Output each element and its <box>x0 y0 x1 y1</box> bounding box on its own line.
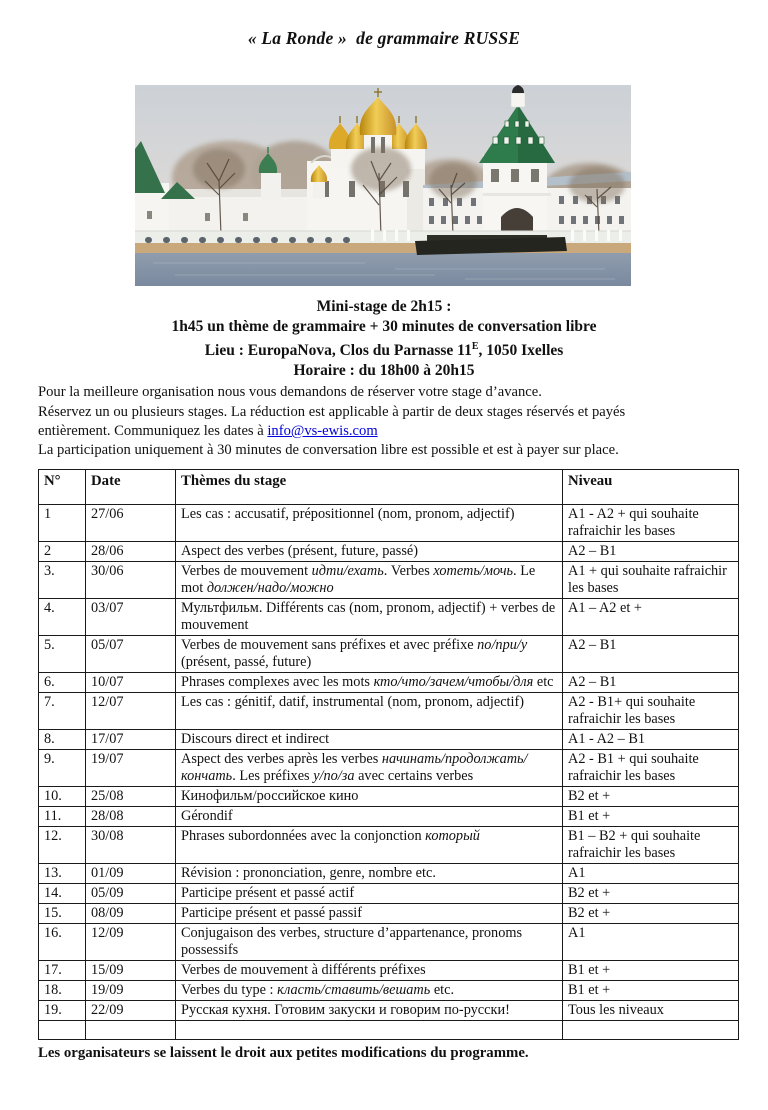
table-row <box>39 692 739 729</box>
table-row <box>39 980 739 1000</box>
cell-date: 28/06 <box>86 541 176 561</box>
cell-date: 28/08 <box>86 806 176 826</box>
email-link[interactable]: info@vs-ewis.com <box>267 422 378 439</box>
cell-theme: Кинофильм/российское кино <box>176 786 563 806</box>
cell-theme: Aspect des verbes (présent, future, passé) <box>176 541 563 561</box>
cell-num: 15. <box>39 903 86 923</box>
table-row <box>39 561 739 598</box>
cell-niveau: A1 + qui souhaite rafraichir les bases <box>563 561 739 598</box>
cell-date: 05/07 <box>86 635 176 672</box>
info-line-duration: Mini-stage de 2h15 : <box>316 298 452 315</box>
cell-num: 12. <box>39 826 86 863</box>
cell-num: 5. <box>39 635 86 672</box>
column-header: Date <box>86 469 176 504</box>
cell-niveau: A2 - B1 + qui souhaite rafraichir les bases <box>563 749 739 786</box>
table-row <box>39 1020 739 1039</box>
cell-num: 2 <box>39 541 86 561</box>
cell-date: 10/07 <box>86 672 176 692</box>
monastery-photo <box>135 85 631 286</box>
cell-theme: Participe présent et passé actif <box>176 883 563 903</box>
cell-date: 15/09 <box>86 960 176 980</box>
intro-line <box>38 403 742 422</box>
cell-theme: Verbes de mouvement à différents préfixes <box>176 960 563 980</box>
info-line-location: Lieu : EuropaNova, Clos du Parnasse $11^E$, 1050 Ixelles <box>204 341 564 360</box>
footer-note: Les organisateurs se laissent le droit aux petites modifications du programme. <box>38 1044 529 1061</box>
info-block <box>0 297 768 381</box>
info-line-hours: Horaire : du 18h00 à 20h15 <box>293 362 475 380</box>
cell-date: 25/08 <box>86 786 176 806</box>
intro-line <box>38 441 742 460</box>
cell-niveau: B2 et + <box>563 903 739 923</box>
table-row <box>39 504 739 541</box>
cell-num <box>39 1020 86 1039</box>
cell-niveau: B1 et + <box>563 980 739 1000</box>
table-row <box>39 883 739 903</box>
cell-date: 17/07 <box>86 729 176 749</box>
cell-theme <box>176 1020 563 1039</box>
cell-niveau: B1 – B2 + qui souhaite rafraichir les bases <box>563 826 739 863</box>
cell-theme: Révision : prononciation, genre, nombre etc. <box>176 863 563 883</box>
cell-num: 11. <box>39 806 86 826</box>
cell-theme: Phrases complexes avec les mots кто/что/зачем/чтобы/для etc <box>176 672 563 692</box>
table-row <box>39 903 739 923</box>
cell-theme: Gérondif <box>176 806 563 826</box>
cell-niveau: A1 – A2 et + <box>563 598 739 635</box>
cell-num: 6. <box>39 672 86 692</box>
cell-niveau: A1 <box>563 863 739 883</box>
table-row <box>39 729 739 749</box>
cell-theme: Participe présent et passé passif <box>176 903 563 923</box>
table-row <box>39 806 739 826</box>
table-row <box>39 826 739 863</box>
cell-date: 30/06 <box>86 561 176 598</box>
cell-num: 17. <box>39 960 86 980</box>
cell-num: 9. <box>39 749 86 786</box>
cell-theme: Verbes du type : класть/ставить/вешать etc. <box>176 980 563 1000</box>
column-header: Niveau <box>563 469 739 504</box>
cell-theme: Conjugaison des verbes, structure d’appartenance, pronoms possessifs <box>176 923 563 960</box>
cell-date <box>86 1020 176 1039</box>
cell-niveau: B2 et + <box>563 883 739 903</box>
table-row <box>39 635 739 672</box>
cell-date: 22/09 <box>86 1000 176 1020</box>
cell-date: 01/09 <box>86 863 176 883</box>
cell-num: 19. <box>39 1000 86 1020</box>
cell-num: 1 <box>39 504 86 541</box>
cell-theme: Мультфильм. Différents cas (nom, pronom, adjectif) + verbes de mouvement <box>176 598 563 635</box>
info-line-format: 1h45 un thème de grammaire + 30 minutes de conversation libre <box>171 318 597 335</box>
cell-niveau: B1 et + <box>563 960 739 980</box>
superscript-e: E <box>471 341 479 352</box>
cell-num: 10. <box>39 786 86 806</box>
intro-line <box>38 383 742 402</box>
intro-line <box>38 422 742 441</box>
cell-theme: Discours direct et indirect <box>176 729 563 749</box>
cell-theme: Les cas : accusatif, prépositionnel (nom, pronom, adjectif) <box>176 504 563 541</box>
table-row <box>39 672 739 692</box>
cell-num: 14. <box>39 883 86 903</box>
monastery-photo-illustration <box>135 85 631 286</box>
cell-theme: Phrases subordonnées avec la conjonction который <box>176 826 563 863</box>
cell-niveau: B1 et + <box>563 806 739 826</box>
cell-niveau: A2 – B1 <box>563 635 739 672</box>
cell-date: 12/09 <box>86 923 176 960</box>
cell-niveau: B2 et + <box>563 786 739 806</box>
table-row <box>39 749 739 786</box>
cell-theme: Verbes de mouvement идти/ехать. Verbes хотеть/мочь. Le mot должен/надо/можно <box>176 561 563 598</box>
intro-paragraph <box>38 383 742 461</box>
schedule-table <box>38 469 739 1040</box>
column-header: N° <box>39 469 86 504</box>
table-row <box>39 923 739 960</box>
cell-date: 08/09 <box>86 903 176 923</box>
table-row <box>39 863 739 883</box>
page <box>0 28 768 1110</box>
intro-text: Pour la meilleure organisation nous vous demandons de réserver votre stage d’avance. <box>38 384 542 401</box>
cell-theme: Verbes de mouvement sans préfixes et avec préfixe по/при/у (présent, passé, future) <box>176 635 563 672</box>
page-title: « La Ronde » de grammaire RUSSE <box>247 28 521 48</box>
schedule-table-body <box>39 504 739 1039</box>
cell-niveau: A2 – B1 <box>563 541 739 561</box>
cell-theme: Aspect des verbes après les verbes начинать/продолжать/кончать. Les préfixes у/по/за avec certains verbes <box>176 749 563 786</box>
cell-num: 3. <box>39 561 86 598</box>
intro-text: entièrement. Communiquez les dates à <box>38 422 268 439</box>
table-row <box>39 786 739 806</box>
cell-date: 05/09 <box>86 883 176 903</box>
table-header-row <box>39 469 739 504</box>
cell-niveau: A1 - A2 + qui souhaite rafraichir les bases <box>563 504 739 541</box>
cell-date: 30/08 <box>86 826 176 863</box>
cell-theme: Les cas : génitif, datif, instrumental (nom, pronom, adjectif) <box>176 692 563 729</box>
cell-date: 19/07 <box>86 749 176 786</box>
cell-num: 4. <box>39 598 86 635</box>
cell-date: 19/09 <box>86 980 176 1000</box>
cell-num: 16. <box>39 923 86 960</box>
column-header: Thèmes du stage <box>176 469 563 504</box>
table-row <box>39 1000 739 1020</box>
cell-niveau: A1 <box>563 923 739 960</box>
cell-date: 27/06 <box>86 504 176 541</box>
cell-niveau: A2 - B1+ qui souhaite rafraichir les bases <box>563 692 739 729</box>
intro-text: La participation uniquement à 30 minutes de conversation libre est possible et est à payer sur place. <box>38 442 619 459</box>
table-row <box>39 960 739 980</box>
cell-date: 12/07 <box>86 692 176 729</box>
cell-niveau: A1 - A2 – B1 <box>563 729 739 749</box>
cell-num: 18. <box>39 980 86 1000</box>
cell-date: 03/07 <box>86 598 176 635</box>
intro-text: Réservez un ou plusieurs stages. La réduction est applicable à partir de deux stages réservés et payés <box>38 403 626 420</box>
table-row <box>39 541 739 561</box>
cell-num: 13. <box>39 863 86 883</box>
cell-niveau <box>563 1020 739 1039</box>
cell-theme: Русская кухня. Готовим закуски и говорим по-русски! <box>176 1000 563 1020</box>
cell-num: 8. <box>39 729 86 749</box>
cell-niveau: A2 – B1 <box>563 672 739 692</box>
cell-niveau: Tous les niveaux <box>563 1000 739 1020</box>
table-row <box>39 598 739 635</box>
cell-num: 7. <box>39 692 86 729</box>
